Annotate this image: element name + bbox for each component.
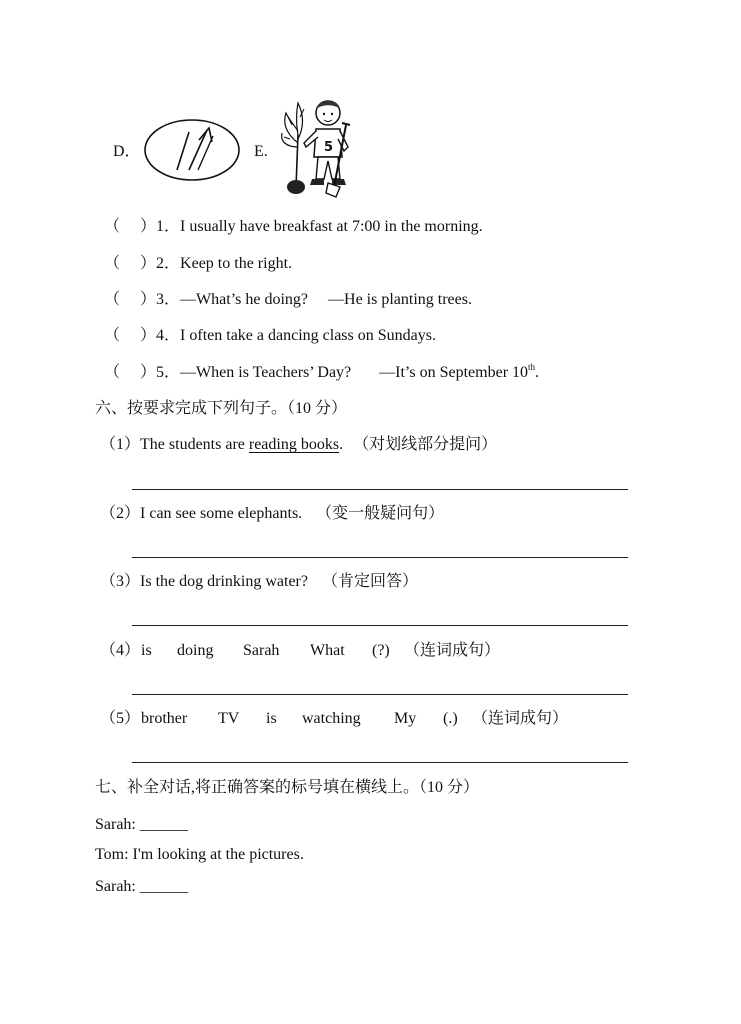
question-text-pre: The students are <box>140 436 249 453</box>
item-question: —When is Teachers’ Day? <box>180 364 352 381</box>
matching-item-2 <box>104 254 292 274</box>
answer-paren-close: ） <box>140 218 157 235</box>
answer-line-3[interactable] <box>132 625 628 626</box>
answer-paren-close: ） <box>140 291 157 308</box>
dialogue-text: I'm looking at the pictures. <box>132 846 304 863</box>
section-7-title: 七、补全对话,将正确答案的标号填在横线上。（10 分） <box>95 779 480 796</box>
speaker-name: Sarah: <box>95 878 136 895</box>
answer-line-5[interactable] <box>132 762 628 763</box>
dialogue-line-3 <box>95 877 188 897</box>
item-text: I often take a dancing class on Sundays. <box>180 327 436 344</box>
underlined-phrase: reading books <box>248 436 340 453</box>
answer-paren-open: （ <box>104 255 121 272</box>
ordinal-suffix: th <box>528 362 536 372</box>
answer-paren-close: ） <box>140 327 157 344</box>
answer-paren-open: （ <box>104 327 121 344</box>
question-number: （2） <box>100 505 141 522</box>
item-answer: —It’s on September 10 <box>379 364 529 381</box>
dialogue-line-2 <box>95 845 304 865</box>
answer-paren-open: （ <box>104 364 121 381</box>
item-number: 2． <box>156 255 181 272</box>
answer-paren-open: （ <box>104 291 121 308</box>
answer-paren-close: ） <box>140 255 157 272</box>
rewrite-question-5 <box>100 709 140 729</box>
rewrite-question-3 <box>100 572 418 592</box>
question-hint: （连词成句） <box>472 710 569 727</box>
dialogue-blank[interactable]: ______ <box>139 878 188 895</box>
speaker-name: Sarah: <box>95 816 136 833</box>
option-d-label: D． <box>113 143 141 160</box>
scrambled-word: is <box>266 710 277 727</box>
boy-planting-tree-icon <box>278 95 358 199</box>
rewrite-question-2 <box>100 504 444 524</box>
option-e-label: E. <box>254 143 268 160</box>
item-answer: —He is planting trees. <box>328 291 472 308</box>
scrambled-word: is <box>141 642 152 659</box>
scrambled-word: Sarah <box>243 642 280 659</box>
answer-paren-close: ） <box>140 364 157 381</box>
question-hint: （变一般疑问句） <box>316 505 445 522</box>
scrambled-word: (?) <box>372 642 390 659</box>
item-text: Keep to the right. <box>180 255 293 272</box>
scrambled-word: (.) <box>443 710 458 727</box>
question-hint: （连词成句） <box>404 642 501 659</box>
scrambled-word: What <box>310 642 345 659</box>
question-number: （5） <box>100 710 141 727</box>
question-number: （4） <box>100 642 141 659</box>
question-text: I can see some elephants. <box>140 505 303 522</box>
matching-item-4 <box>104 326 436 346</box>
answer-line-1[interactable] <box>132 489 628 490</box>
dialogue-blank[interactable]: ______ <box>139 816 188 833</box>
rewrite-question-1 <box>100 435 497 455</box>
item-number: 3． <box>156 291 181 308</box>
dialogue-line-1 <box>95 815 188 835</box>
item-number: 1． <box>156 218 181 235</box>
rewrite-question-4 <box>100 641 140 661</box>
answer-line-2[interactable] <box>132 557 628 558</box>
keep-right-sign-icon <box>143 118 241 182</box>
item-question: —What’s he doing? <box>180 291 309 308</box>
matching-item-3 <box>104 290 472 310</box>
matching-item-5 <box>104 363 539 383</box>
answer-line-4[interactable] <box>132 694 628 695</box>
scrambled-word: watching <box>302 710 361 727</box>
question-number: （3） <box>100 573 141 590</box>
speaker-name: Tom: <box>95 846 129 863</box>
question-text-post: . <box>339 436 344 453</box>
item-end: . <box>535 364 540 381</box>
scrambled-word: doing <box>177 642 214 659</box>
question-hint: （肯定回答） <box>321 573 418 590</box>
matching-item-1 <box>104 217 483 237</box>
scrambled-word: brother <box>141 710 188 727</box>
question-hint: （对划线部分提问） <box>353 436 498 453</box>
section-6-title: 六、按要求完成下列句子。（10 分） <box>95 400 348 417</box>
item-text: I usually have breakfast at 7:00 in the morning. <box>180 218 483 235</box>
question-text: Is the dog drinking water? <box>140 573 308 590</box>
scrambled-word: My <box>394 710 417 727</box>
svg-text:5: 5 <box>324 140 334 155</box>
scrambled-word: TV <box>218 710 240 727</box>
item-number: 4． <box>156 327 181 344</box>
item-number: 5． <box>156 364 181 381</box>
question-number: （1） <box>100 436 141 453</box>
answer-paren-open: （ <box>104 218 121 235</box>
